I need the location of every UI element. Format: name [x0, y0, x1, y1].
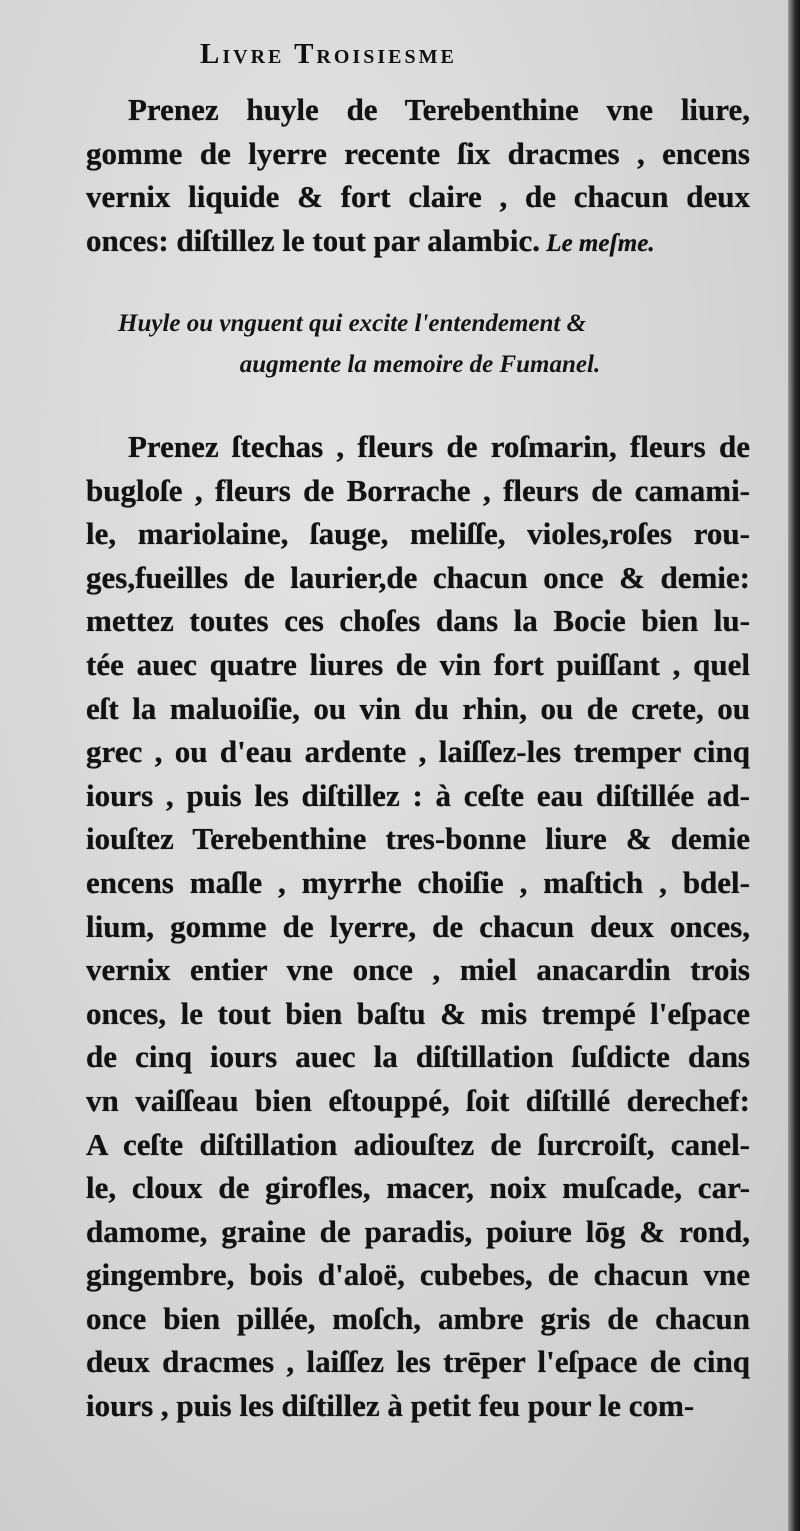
text-line: encens maſle , myrrhe choiſie , maſtich , bdel-: [86, 864, 750, 900]
text-line: bugloſe , fleurs de Borrache , fleurs de camami-: [86, 472, 750, 508]
text-line: le, cloux de girofles, macer, noix muſcade, car-: [86, 1170, 750, 1206]
text-line: deux dracmes , laiſſez les trēper l'eſpace de cinq: [86, 1344, 750, 1380]
text-line: vernix liquide & fort claire , de chacun deux: [86, 179, 750, 215]
text-line: lium, gomme de lyerre, de chacun deux onces,: [86, 908, 750, 944]
text-line: once bien pillée, moſch, ambre gris de chacun: [86, 1300, 750, 1336]
text-line: A ceſte diſtillation adiouſtez de ſurcroiſt, canel-: [86, 1126, 750, 1162]
paragraph-2: [86, 425, 750, 1428]
text-line: grec , ou d'eau ardente , laiſſez-les tremper cinq: [86, 734, 750, 770]
text-line: gomme de lyerre recente ſix dracmes , encens: [86, 135, 750, 171]
text-line: gingembre, bois d'aloë, cubebes, de chacun vne: [86, 1257, 750, 1293]
text-line: eſt la maluoiſie, ou vin du rhin, ou de crete, ou: [86, 690, 750, 726]
text-line: damome, graine de paradis, poiure lōg & rond,: [86, 1213, 750, 1249]
text-line: vernix entier vne once , miel anacardin trois: [86, 952, 750, 988]
text-line: le, mariolaine, ſauge, meliſſe, violes,roſes rou-: [86, 516, 750, 552]
text-line: vn vaiſſeau bien eſtouppé, ſoit diſtillé derechef:: [86, 1082, 750, 1118]
title-line: Huyle ou vnguent qui excite l'entendement &: [118, 310, 587, 337]
text-line: Prenez ſtechas , fleurs de roſmarin, fleurs de: [128, 429, 750, 464]
text-line: iours , puis les diſtillez : à ceſte eau diſtillée ad-: [86, 777, 750, 813]
text-line: iours , puis les diſtillez à petit feu pour le com-: [86, 1388, 695, 1424]
running-header: Livre Troisiesme: [200, 38, 457, 70]
text-line: Prenez huyle de Terebenthine vne liure,: [128, 92, 750, 127]
section-title: [110, 303, 730, 385]
text-line: iouſtez Terebenthine tres-bonne liure & demie: [86, 821, 750, 857]
paragraph-1: [86, 88, 750, 265]
text-line: onces, le tout bien baſtu & mis trempé l'eſpace: [86, 995, 750, 1031]
page-gutter-shadow: [788, 0, 800, 1531]
title-line: augmente la memoire de Fumanel.: [239, 351, 601, 378]
text-line: tée auec quatre liures de vin fort puiſſant , quel: [86, 646, 750, 682]
text-line: mettez toutes ces choſes dans la Bocie bien lu-: [86, 603, 750, 639]
text-line: onces: diſtillez le tout par alambic. Le meſme.: [86, 222, 655, 258]
source-attribution: Le meſme.: [540, 229, 655, 257]
text-line: ges,fueilles de laurier,de chacun once & demie:: [86, 559, 750, 595]
text-line: de cinq iours auec la diſtillation ſuſdicte dans: [86, 1039, 750, 1075]
